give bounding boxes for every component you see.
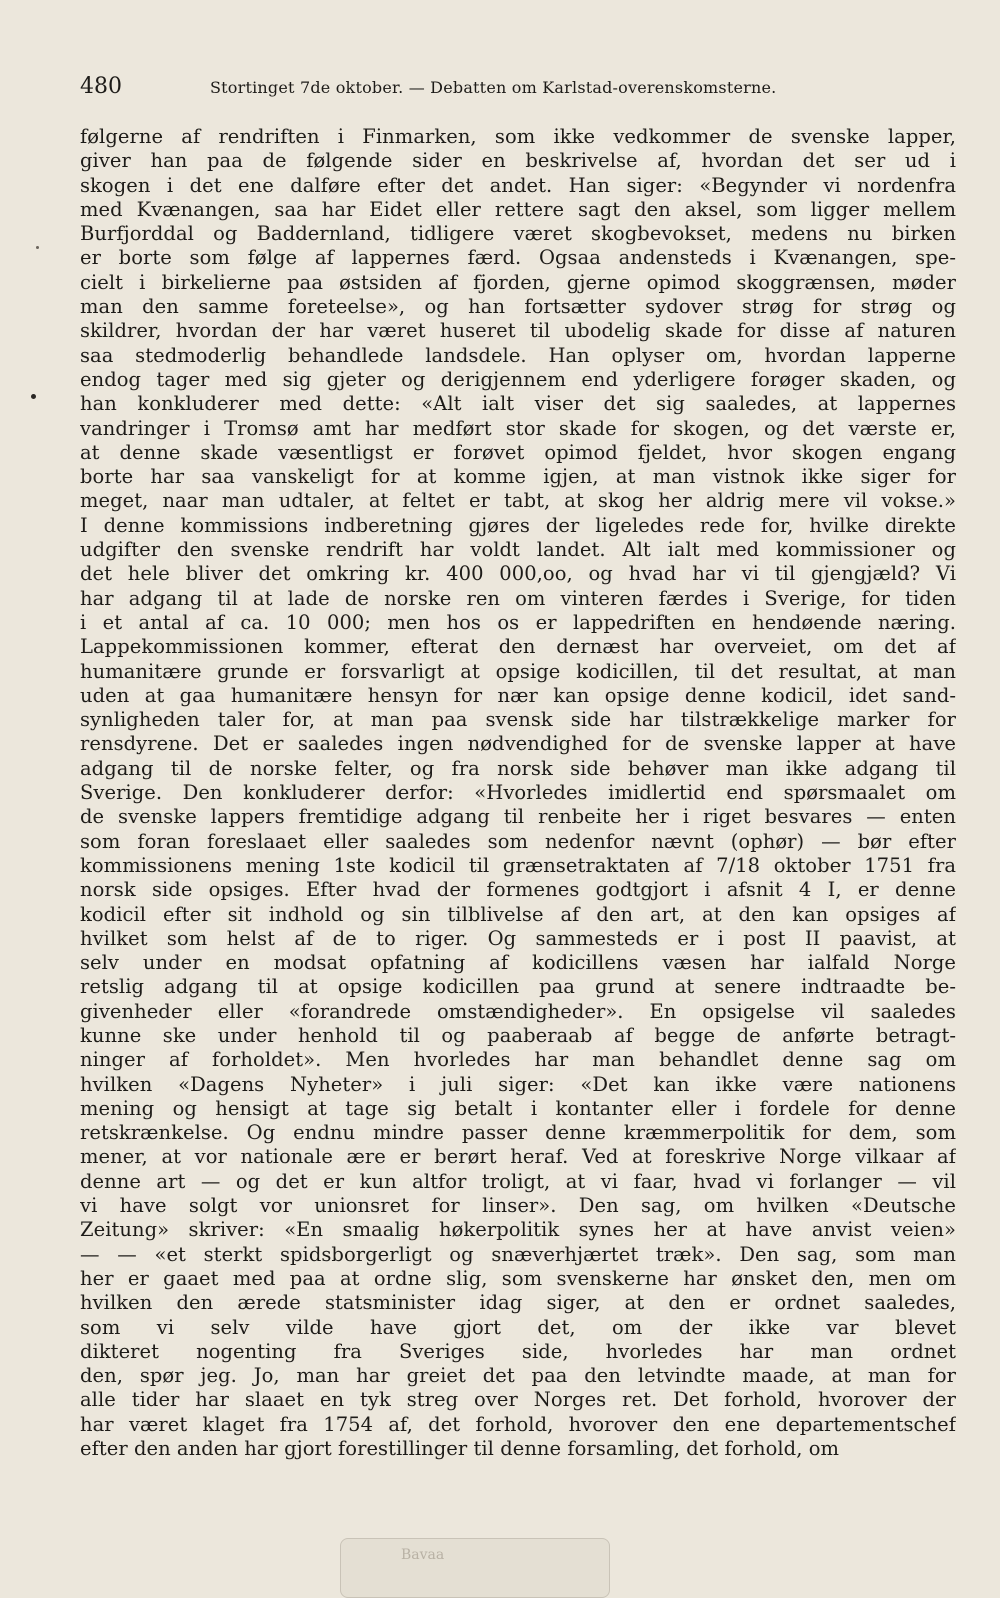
text-line: mening og hensigt at tage sig betalt i kontanter eller i fordele for denne [80, 1096, 956, 1120]
text-line: selv under en modsat opfatning af kodicillens væsen har ialfald Norge [80, 951, 956, 975]
text-line: adgang til de norske felter, og fra norsk side behøver man ikke adgang til [80, 756, 956, 780]
text-line: ninger af forholdet». Men hvorledes har man behandlet denne sag om [80, 1048, 956, 1072]
text-line: retskrænkelse. Og endnu mindre passer denne kræmmerpolitik for dem, som [80, 1121, 956, 1145]
text-line: rensdyrene. Det er saaledes ingen nødvendighed for de svenske lapper at have [80, 732, 956, 756]
text-line: retslig adgang til at opsige kodicillen paa grund at senere indtraadte be- [80, 975, 956, 999]
text-line: kunne ske under henhold til og paaberaab af begge de anførte betragt- [80, 1023, 956, 1047]
text-line: norsk side opsiges. Efter hvad der formenes godtgjort i afsnit 4 I, er denne [80, 878, 956, 902]
text-line: de svenske lappers fremtidige adgang til renbeite her i riget besvares — enten [80, 805, 956, 829]
text-line: meget, naar man udtaler, at feltet er tabt, at skog her aldrig mere vil vokse.» [80, 489, 956, 513]
text-line: vandringer i Tromsø amt har medført stor skade for skogen, og det værste er, [80, 416, 956, 440]
text-line: hvilken «Dagens Nyheter» i juli siger: «Det kan ikke være nationens [80, 1072, 956, 1096]
text-line: man den samme foreteelse», og han fortsætter sydover strøg for strøg og [80, 295, 956, 319]
text-line: med Kvænangen, saa har Eidet eller rettere sagt den aksel, som ligger mellem [80, 197, 956, 221]
text-line: at denne skade væsentligst er forøvet opimod fjeldet, hvor skogen engang [80, 440, 956, 464]
text-line: humanitære grunde er forsvarligt at opsige kodicillen, til det resultat, at man [80, 659, 956, 683]
text-line: alle tider har slaaet en tyk streg over Norges ret. Det forhold, hvorover der [80, 1388, 956, 1412]
text-line: saa stedmoderlig behandlede landsdele. Han oplyser om, hvordan lapperne [80, 343, 956, 367]
text-line: vi have solgt vor unionsret for linser». Den sag, om hvilken «Deutsche [80, 1194, 956, 1218]
text-line: kommissionens mening 1ste kodicil til grænsetraktaten af 7/18 oktober 1751 fra [80, 853, 956, 877]
text-line: giver han paa de følgende sider en beskrivelse af, hvordan det ser ud i [80, 149, 956, 173]
stamp-text: Bavaa [401, 1547, 445, 1563]
text-line: cielt i birkelierne paa østsiden af fjorden, gjerne opimod skoggrænsen, møder [80, 270, 956, 294]
text-line: skildrer, hvordan der har været huseret til ubodelig skade for disse af naturen [80, 319, 956, 343]
text-line: dikteret nogenting fra Sveriges side, hvorledes har man ordnet [80, 1339, 956, 1363]
library-stamp [340, 1538, 610, 1598]
text-line: følgerne af rendriften i Finmarken, som ikke vedkommer de svenske lapper, [80, 125, 956, 148]
text-line: har været klaget fra 1754 af, det forhold, hvorover den ene departementschef [80, 1412, 956, 1436]
running-title: Stortinget 7de oktober. — Debatten om Karlstad-overenskomsterne. [210, 78, 777, 97]
text-line: den, spør jeg. Jo, man har greiet det paa den letvindte maade, at man for [80, 1364, 956, 1388]
text-line: borte har saa vanskeligt for at komme igjen, at man vistnok ikke siger for [80, 465, 956, 489]
text-line: I denne kommissions indberetning gjøres der ligeledes rede for, hvilke direkte [80, 513, 956, 537]
text-line: Zeitung» skriver: «En smaalig høkerpolitik synes her at have anvist veien» [80, 1218, 956, 1242]
text-line: Sverige. Den konkluderer derfor: «Hvorledes imidlertid end spørsmaalet om [80, 781, 956, 805]
text-line: som vi selv vilde have gjort det, om der ikke var blevet [80, 1315, 956, 1339]
text-line: denne art — og det er kun altfor troligt, at vi faar, hvad vi forlanger — vil [80, 1169, 956, 1193]
text-line: kodicil efter sit indhold og sin tilblivelse af den art, at den kan opsiges af [80, 902, 956, 926]
text-line: endog tager med sig gjeter og derigjennem end yderligere forøger skaden, og [80, 367, 956, 391]
text-line: har adgang til at lade de norske ren om vinteren færdes i Sverige, for tiden [80, 586, 956, 610]
text-line: er borte som følge af lappernes færd. Ogsaa andensteds i Kvænangen, spe- [80, 246, 956, 270]
margin-mark [36, 246, 39, 249]
body-text [80, 125, 956, 1461]
text-line: hvilken den ærede statsminister idag siger, at den er ordnet saaledes, [80, 1291, 956, 1315]
page-number: 480 [80, 74, 122, 99]
text-line: mener, at vor nationale ære er berørt heraf. Ved at foreskrive Norge vilkaar af [80, 1145, 956, 1169]
text-line: synligheden taler for, at man paa svensk side har tilstrækkelige marker for [80, 708, 956, 732]
text-line: i et antal af ca. 10 000; men hos os er lappedriften en hendøende næring. [80, 610, 956, 634]
text-line: som foran foreslaaet eller saaledes som nedenfor nævnt (ophør) — bør efter [80, 829, 956, 853]
text-line: efter den anden har gjort forestillinger til denne forsamling, det forhold, om [80, 1437, 840, 1461]
text-line: det hele bliver det omkring kr. 400 000,oo, og hvad har vi til gjengjæld? Vi [80, 562, 956, 586]
text-line: her er gaaet med paa at ordne slig, som svenskerne har ønsket den, men om [80, 1266, 956, 1290]
text-line: hvilket som helst af de to riger. Og sammesteds er i post II paavist, at [80, 926, 956, 950]
text-line: uden at gaa humanitære hensyn for nær kan opsige denne kodicil, idet sand- [80, 683, 956, 707]
text-line: — — «et sterkt spidsborgerligt og snæverhjærtet træk». Den sag, som man [80, 1242, 956, 1266]
text-line: Burfjorddal og Baddernland, tidligere været skogbevokset, medens nu birken [80, 222, 956, 246]
text-line: givenheder eller «forandrede omstændigheder». En opsigelse vil saaledes [80, 999, 956, 1023]
text-line: Lappekommissionen kommer, efterat den dernæst har overveiet, om det af [80, 635, 956, 659]
text-line: han konkluderer med dette: «Alt ialt viser det sig saaledes, at lappernes [80, 392, 956, 416]
text-line: udgifter den svenske rendrift har voldt landet. Alt ialt med kommissioner og [80, 538, 956, 562]
page-header [80, 74, 840, 108]
margin-dot [31, 394, 36, 399]
text-line: skogen i det ene dalføre efter det andet. Han siger: «Begynder vi nordenfra [80, 173, 956, 197]
